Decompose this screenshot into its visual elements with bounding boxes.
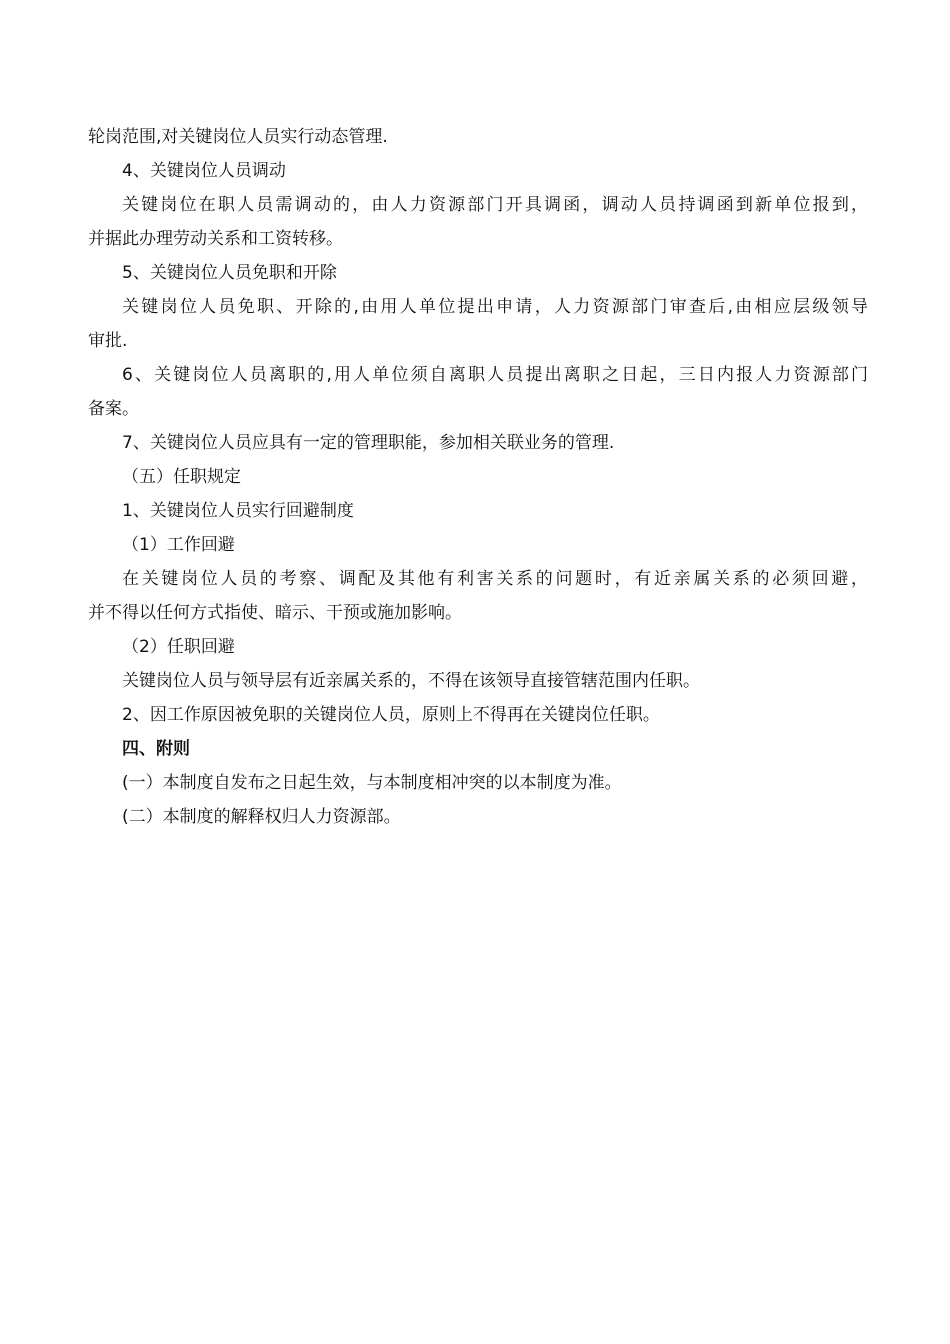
item-heading: 5、关键岗位人员免职和开除	[122, 263, 337, 283]
paragraph-line: 2、因工作原因被免职的关键岗位人员，原则上不得再在关键岗位任职。	[122, 705, 660, 725]
paragraph-line: (二）本制度的解释权归人力资源部。	[122, 807, 401, 827]
paragraph-line: 并不得以任何方式指使、暗示、干预或施加影响。	[88, 603, 462, 623]
paragraph-line: (一）本制度自发布之日起生效，与本制度相冲突的以本制度为准。	[122, 773, 622, 793]
subitem-heading: （1）工作回避	[122, 535, 235, 555]
paragraph-line: 6、关键岗位人员离职的,用人单位须自离职人员提出离职之日起，三日内报人力资源部门	[122, 365, 868, 385]
paragraph-line: 关键岗位人员免职、开除的,由用人单位提出申请，人力资源部门审查后,由相应层级领导	[122, 297, 868, 317]
document-body	[88, 120, 868, 834]
paragraph-line: 关键岗位人员与领导层有近亲属关系的，不得在该领导直接管辖范围内任职。	[122, 671, 700, 691]
paragraph-line: 在关键岗位人员的考察、调配及其他有利害关系的问题时，有近亲属关系的必须回避，	[122, 569, 868, 589]
paragraph-line: 备案。	[88, 399, 139, 419]
paragraph-line: 7、关键岗位人员应具有一定的管理职能，参加相关联业务的管理.	[122, 433, 615, 453]
item-heading: 4、关键岗位人员调动	[122, 161, 286, 181]
paragraph-line: 审批.	[88, 331, 128, 351]
section-heading: （五）任职规定	[122, 467, 241, 487]
chapter-heading: 四、附则	[122, 739, 190, 759]
paragraph-line: 关键岗位在职人员需调动的，由人力资源部门开具调函，调动人员持调函到新单位报到，	[122, 195, 868, 215]
paragraph-line: 并据此办理劳动关系和工资转移。	[88, 229, 343, 249]
item-heading: 1、关键岗位人员实行回避制度	[122, 501, 354, 521]
paragraph-line: 轮岗范围,对关键岗位人员实行动态管理.	[88, 127, 388, 147]
subitem-heading: （2）任职回避	[122, 637, 235, 657]
